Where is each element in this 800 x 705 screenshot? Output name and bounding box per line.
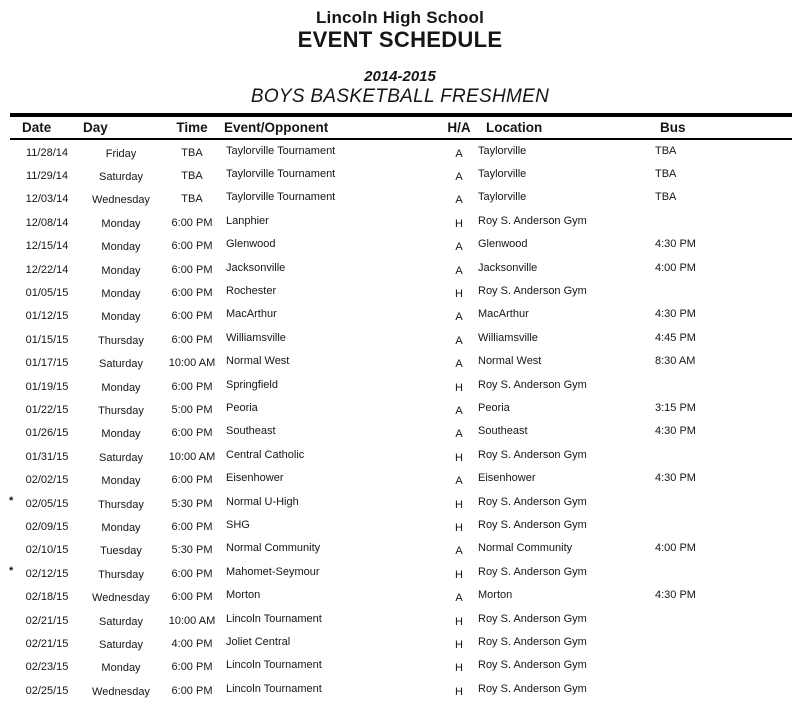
- cell-time: 6:00 PM: [171, 287, 213, 300]
- schedule-rows: [0, 140, 800, 702]
- cell-day: Tuesday: [100, 545, 142, 558]
- cell-time: 6:00 PM: [171, 591, 213, 604]
- schedule-row: [0, 445, 800, 468]
- cell-ha: A: [455, 171, 463, 184]
- cell-day: Monday: [101, 662, 141, 675]
- cell-ha: H: [455, 615, 463, 628]
- cell-event: Lincoln Tournament: [226, 659, 322, 672]
- schedule-row: [0, 422, 800, 445]
- cell-day: Monday: [101, 241, 141, 254]
- cell-location: Roy S. Anderson Gym: [478, 214, 587, 227]
- schedule-row: [0, 492, 800, 515]
- cell-date: 02/09/15: [25, 520, 69, 533]
- cell-day: Monday: [101, 521, 141, 534]
- cell-time: 5:30 PM: [171, 544, 213, 557]
- cell-location: Southeast: [478, 425, 528, 438]
- cell-date: 01/26/15: [25, 427, 69, 440]
- title-block: [0, 0, 800, 107]
- cell-event: Peoria: [226, 401, 258, 414]
- schedule-row: [0, 281, 800, 304]
- schedule-row: [0, 398, 800, 421]
- schedule-row: [0, 141, 800, 164]
- cell-bus: TBA: [655, 144, 677, 157]
- cell-event: Lincoln Tournament: [226, 682, 322, 695]
- cell-time: TBA: [181, 170, 203, 183]
- column-header-date: Date: [22, 120, 52, 135]
- cell-date: 12/22/14: [25, 263, 69, 276]
- cell-ha: A: [455, 194, 463, 207]
- schedule-row: [0, 632, 800, 655]
- cell-event: Lanphier: [226, 214, 269, 227]
- schedule-row: [0, 468, 800, 491]
- cell-day: Monday: [101, 217, 141, 230]
- cell-ha: A: [455, 264, 463, 277]
- cell-event: Taylorville Tournament: [226, 168, 336, 181]
- cell-bus: 4:00 PM: [655, 261, 696, 274]
- schedule-row: [0, 585, 800, 608]
- cell-day: Monday: [101, 264, 141, 277]
- cell-location: Williamsville: [478, 331, 538, 344]
- cell-ha: A: [455, 428, 463, 441]
- cell-day: Monday: [101, 428, 141, 441]
- schedule-row: [0, 539, 800, 562]
- column-header-row: [0, 117, 800, 138]
- cell-time: TBA: [181, 146, 203, 159]
- cell-date: 12/15/14: [25, 240, 69, 253]
- asterisk-flag: *: [9, 494, 14, 507]
- column-header-event: Event/Opponent: [224, 120, 329, 135]
- cell-event: Glenwood: [226, 238, 276, 251]
- cell-location: MacArthur: [478, 308, 529, 321]
- cell-ha: H: [455, 451, 463, 464]
- cell-location: Roy S. Anderson Gym: [478, 612, 587, 625]
- cell-date: 01/12/15: [25, 310, 69, 323]
- schedule-row: [0, 515, 800, 538]
- cell-day: Monday: [101, 311, 141, 324]
- cell-time: 6:00 PM: [171, 333, 213, 346]
- cell-ha: H: [455, 288, 463, 301]
- cell-time: 10:00 AM: [168, 614, 216, 627]
- cell-day: Saturday: [98, 615, 144, 628]
- cell-location: Peoria: [478, 401, 510, 414]
- cell-day: Wednesday: [92, 194, 150, 207]
- cell-day: Thursday: [98, 404, 144, 417]
- asterisk-flag: *: [9, 565, 14, 578]
- cell-location: Roy S. Anderson Gym: [478, 518, 587, 531]
- cell-time: 6:00 PM: [171, 520, 213, 533]
- schedule-row: [0, 164, 800, 187]
- cell-location: Roy S. Anderson Gym: [478, 378, 587, 391]
- cell-bus: 8:30 AM: [655, 355, 696, 368]
- cell-day: Saturday: [98, 358, 144, 371]
- column-header-bus: Bus: [660, 120, 686, 135]
- cell-date: 12/03/14: [25, 193, 69, 206]
- cell-ha: H: [455, 521, 463, 534]
- cell-bus: TBA: [655, 168, 677, 181]
- cell-time: 6:00 PM: [171, 567, 213, 580]
- cell-date: 02/02/15: [25, 474, 69, 487]
- cell-bus: 4:30 PM: [655, 425, 696, 438]
- cell-location: Normal West: [478, 355, 542, 368]
- schedule-row: [0, 211, 800, 234]
- schedule-row: [0, 375, 800, 398]
- cell-event: Southeast: [226, 425, 276, 438]
- schedule-row: [0, 562, 800, 585]
- schedule-row: [0, 352, 800, 375]
- cell-time: 6:00 PM: [171, 427, 213, 440]
- cell-time: 5:00 PM: [171, 403, 213, 416]
- cell-location: Roy S. Anderson Gym: [478, 635, 587, 648]
- cell-bus: 4:30 PM: [655, 472, 696, 485]
- column-header-ha: H/A: [447, 120, 471, 135]
- cell-date: 02/10/15: [25, 544, 69, 557]
- cell-date: 12/08/14: [25, 216, 69, 229]
- cell-bus: 4:30 PM: [655, 308, 696, 321]
- cell-ha: H: [455, 381, 463, 394]
- column-header-day: Day: [83, 120, 108, 135]
- cell-date: 02/23/15: [25, 661, 69, 674]
- cell-day: Wednesday: [92, 592, 150, 605]
- schedule-row: [0, 609, 800, 632]
- cell-ha: H: [455, 662, 463, 675]
- column-header-time: Time: [176, 120, 208, 135]
- cell-event: SHG: [226, 518, 250, 531]
- schedule-row: [0, 328, 800, 351]
- cell-event: Williamsville: [226, 331, 286, 344]
- cell-date: 01/15/15: [25, 333, 69, 346]
- cell-event: Jacksonville: [226, 261, 286, 274]
- cell-ha: A: [455, 475, 463, 488]
- schedule-row: [0, 235, 800, 258]
- cell-location: Taylorville: [478, 191, 527, 204]
- cell-time: 6:00 PM: [171, 380, 213, 393]
- cell-bus: 4:45 PM: [655, 331, 696, 344]
- cell-date: 02/21/15: [25, 614, 69, 627]
- cell-time: 5:30 PM: [171, 497, 213, 510]
- cell-day: Thursday: [98, 334, 144, 347]
- cell-ha: A: [455, 311, 463, 324]
- cell-bus: 4:30 PM: [655, 238, 696, 251]
- cell-ha: H: [455, 217, 463, 230]
- cell-ha: A: [455, 241, 463, 254]
- cell-location: Roy S. Anderson Gym: [478, 659, 587, 672]
- cell-time: 6:00 PM: [171, 684, 213, 697]
- cell-day: Saturday: [98, 638, 144, 651]
- cell-time: 6:00 PM: [171, 310, 213, 323]
- cell-date: 02/25/15: [25, 684, 69, 697]
- cell-date: 02/12/15: [25, 567, 69, 580]
- cell-time: 6:00 PM: [171, 216, 213, 229]
- cell-bus: 4:30 PM: [655, 589, 696, 602]
- cell-day: Thursday: [98, 498, 144, 511]
- cell-ha: H: [455, 638, 463, 651]
- cell-bus: TBA: [655, 191, 677, 204]
- cell-date: 02/21/15: [25, 637, 69, 650]
- cell-ha: A: [455, 545, 463, 558]
- season-label: 2014-2015: [364, 68, 436, 85]
- cell-bus: 3:15 PM: [655, 401, 696, 414]
- cell-time: 6:00 PM: [171, 661, 213, 674]
- cell-ha: A: [455, 404, 463, 417]
- cell-event: Central Catholic: [226, 448, 305, 461]
- cell-date: 01/31/15: [25, 450, 69, 463]
- cell-event: Normal Community: [226, 542, 321, 555]
- cell-location: Taylorville: [478, 144, 527, 157]
- schedule-row: [0, 656, 800, 679]
- cell-event: Joliet Central: [226, 635, 291, 648]
- cell-ha: A: [455, 358, 463, 371]
- cell-location: Eisenhower: [478, 472, 536, 485]
- cell-ha: A: [455, 147, 463, 160]
- cell-event: Normal West: [226, 355, 290, 368]
- cell-location: Roy S. Anderson Gym: [478, 495, 587, 508]
- cell-location: Morton: [478, 589, 513, 602]
- schedule-row: [0, 679, 800, 702]
- document-title: EVENT SCHEDULE: [297, 27, 503, 52]
- cell-location: Jacksonville: [478, 261, 538, 274]
- cell-ha: H: [455, 685, 463, 698]
- schedule-row: [0, 258, 800, 281]
- cell-event: Rochester: [226, 285, 277, 298]
- cell-location: Roy S. Anderson Gym: [478, 682, 587, 695]
- cell-bus: 4:00 PM: [655, 542, 696, 555]
- cell-location: Roy S. Anderson Gym: [478, 285, 587, 298]
- schedule-row: [0, 305, 800, 328]
- column-header-location: Location: [486, 120, 543, 135]
- cell-location: Roy S. Anderson Gym: [478, 565, 587, 578]
- cell-date: 11/29/14: [25, 170, 68, 183]
- cell-date: 02/05/15: [25, 497, 69, 510]
- cell-day: Monday: [101, 381, 141, 394]
- cell-ha: H: [455, 568, 463, 581]
- cell-time: 6:00 PM: [171, 263, 213, 276]
- cell-day: Monday: [101, 475, 141, 488]
- cell-date: 02/18/15: [25, 591, 69, 604]
- cell-day: Monday: [101, 288, 141, 301]
- cell-time: 10:00 AM: [168, 450, 216, 463]
- school-name: Lincoln High School: [315, 8, 485, 27]
- cell-location: Roy S. Anderson Gym: [478, 448, 587, 461]
- cell-event: Eisenhower: [226, 472, 284, 485]
- cell-date: 11/28/14: [25, 146, 68, 159]
- cell-day: Friday: [105, 147, 137, 160]
- cell-event: Morton: [226, 589, 261, 602]
- cell-date: 01/17/15: [25, 357, 69, 370]
- cell-time: TBA: [181, 193, 203, 206]
- cell-event: Springfield: [226, 378, 278, 391]
- cell-location: Normal Community: [478, 542, 573, 555]
- cell-date: 01/05/15: [25, 287, 69, 300]
- cell-ha: A: [455, 334, 463, 347]
- cell-time: 6:00 PM: [171, 474, 213, 487]
- cell-day: Saturday: [98, 451, 144, 464]
- cell-time: 10:00 AM: [168, 357, 216, 370]
- schedule-row: [0, 188, 800, 211]
- team-title: BOYS BASKETBALL FRESHMEN: [250, 86, 550, 107]
- cell-event: Taylorville Tournament: [226, 144, 336, 157]
- cell-event: Mahomet-Seymour: [226, 565, 320, 578]
- cell-day: Thursday: [98, 568, 144, 581]
- cell-event: MacArthur: [226, 308, 277, 321]
- cell-time: 4:00 PM: [171, 637, 213, 650]
- cell-event: Lincoln Tournament: [226, 612, 322, 625]
- cell-ha: H: [455, 498, 463, 511]
- cell-location: Glenwood: [478, 238, 528, 251]
- cell-time: 6:00 PM: [171, 240, 213, 253]
- cell-date: 01/19/15: [25, 380, 69, 393]
- cell-event: Taylorville Tournament: [226, 191, 336, 204]
- cell-ha: A: [455, 592, 463, 605]
- cell-date: 01/22/15: [25, 403, 69, 416]
- cell-day: Saturday: [98, 171, 144, 184]
- cell-event: Normal U-High: [226, 495, 299, 508]
- cell-day: Wednesday: [92, 685, 150, 698]
- cell-location: Taylorville: [478, 168, 527, 181]
